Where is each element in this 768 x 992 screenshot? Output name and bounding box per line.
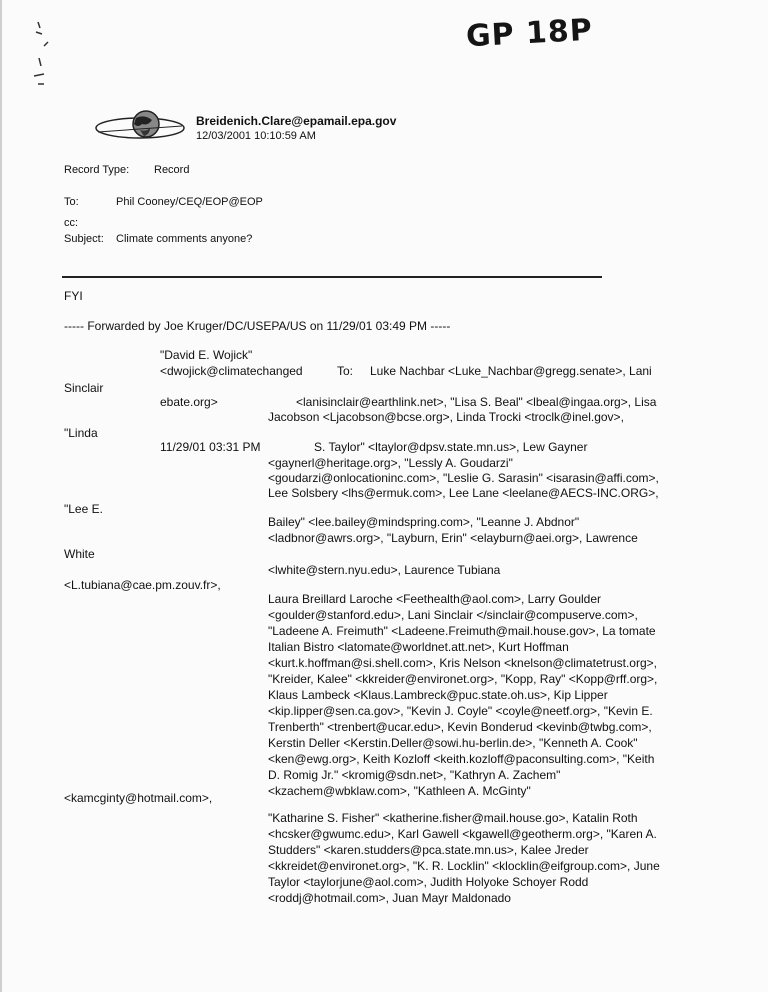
- scan-marks: [28, 18, 58, 88]
- recipient-line: <kurt.k.hoffman@si.shell.com>, Kris Nelson <knelson@climatetrust.org>,: [268, 656, 657, 670]
- line-solsbery: Lee Solsbery <lhs@ermuk.com>, Lee Lane <leelane@AECS-INC.ORG>,: [268, 486, 659, 500]
- recipient-line: "Kreider, Kalee" <kkreider@environet.org>, "Kopp, Ray" <Kopp@rff.org>,: [268, 672, 658, 686]
- fwd-to-first: Luke Nachbar <Luke_Nachbar@gregg.senate>, Lani: [370, 364, 652, 378]
- fwd-from-addr2: ebate.org>: [160, 395, 218, 409]
- handwritten-stamp: GP 18P: [465, 12, 594, 55]
- record-type-label: Record Type:: [64, 164, 130, 176]
- recipient-line: Klaus Lambeck <Klaus.Lambreck@puc.state.oh.us>, Kip Lipper: [268, 688, 608, 702]
- fwd-from-addr1: <dwojick@climatechanged: [160, 364, 303, 378]
- recipient-line: <kzachem@wbklaw.com>, "Kathleen A. McGinty": [268, 784, 531, 798]
- fwd-from-name: "David E. Wojick": [160, 348, 253, 362]
- line-abdnor: <ladbnor@awrs.org>, "Layburn, Erin" <elayburn@aei.org>, Lawrence: [268, 531, 638, 545]
- recipient-line: Kerstin Deller <Kerstin.Deller@sowi.hu-berlin.de>, "Kenneth A. Cook": [268, 736, 638, 750]
- record-type-value: Record: [154, 164, 190, 176]
- recipients-block-2: [268, 810, 660, 906]
- line-goudarzi: <goudarzi@onlocationinc.com>, "Leslie G. Sarasin" <isarasin@affi.com>,: [268, 471, 659, 485]
- left-lee: "Lee E.: [64, 502, 103, 516]
- line-white: <lwhite@stern.nyu.edu>, Laurence Tubiana: [268, 563, 501, 577]
- left-tubiana: <L.tubiana@cae.pm.zouv.fr>,: [64, 578, 221, 592]
- fyi-text: FYI: [64, 289, 83, 303]
- scan-marks-svg: [28, 18, 58, 88]
- recipient-line: Trenberth" <trenbert@ucar.edu>, Kevin Bonderud <kevinb@twbg.com>,: [268, 720, 652, 734]
- scan-edge: [0, 0, 2, 992]
- header-divider: [62, 276, 602, 278]
- recipient-line: <goulder@stanford.edu>, Lani Sinclair </sinclair@compuserve.com>,: [268, 608, 638, 622]
- recipient-line: "Ladeene A. Freimuth" <Ladeene.Freimuth@mail.house.gov>, La tomate: [268, 624, 656, 638]
- forwarded-line: ----- Forwarded by Joe Kruger/DC/USEPA/US on 11/29/01 03:49 PM -----: [64, 319, 451, 333]
- recipient-line: <kkreidet@environet.org>, "K. R. Locklin" <klocklin@eifgroup.com>, June: [268, 859, 660, 873]
- to-label: To:: [64, 196, 79, 208]
- to-value: Phil Cooney/CEQ/EOP@EOP: [116, 196, 263, 208]
- recipient-line: <ken@ewg.org>, Keith Kozloff <keith.kozloff@paconsulting.com>, "Keith: [268, 752, 655, 766]
- subject-label: Subject:: [64, 233, 104, 245]
- recipient-line: Italian Bistro <latomate@worldnet.att.net>, Kurt Hoffman: [268, 640, 569, 654]
- cc-label: cc:: [64, 217, 79, 229]
- left-mcginty: <kamcginty@hotmail.com>,: [64, 791, 213, 805]
- line-gaynerl: <gaynerl@heritage.org>, "Lessly A. Goudarzi": [268, 456, 513, 470]
- line-taylor: S. Taylor" <ltaylor@dpsv.state.mn.us>, Lew Gayner: [314, 440, 588, 454]
- recipient-line: Studders" <karen.studders@pca.state.mn.us>, Kalee Jreder: [268, 843, 589, 857]
- line-lanisinclair: <lanisinclair@earthlink.net>, "Lisa S. Beal" <lbeal@ingaa.org>, Lisa: [296, 395, 657, 409]
- recipient-line: Laura Breillard Laroche <Feethealth@aol.com>, Larry Goulder: [268, 592, 602, 606]
- fwd-to-label: To:: [337, 364, 354, 378]
- line-jacobson: Jacobson <Ljacobson@bcse.org>, Linda Trocki <troclk@inel.gov>,: [268, 410, 624, 424]
- recipient-line: <roddj@hotmail.com>, Juan Mayr Maldonado: [268, 891, 511, 905]
- left-white: White: [64, 547, 95, 561]
- subject-value: Climate comments anyone?: [116, 233, 253, 245]
- recipient-line: <kip.lipper@sen.ca.gov>, "Kevin J. Coyle" <coyle@neetf.org>, "Kevin E.: [268, 704, 653, 718]
- left-sinclair: Sinclair: [64, 381, 104, 395]
- left-linda: "Linda: [64, 426, 98, 440]
- line-bailey: Bailey" <lee.bailey@mindspring.com>, "Leanne J. Abdnor": [268, 515, 580, 529]
- fwd-sent-time: 11/29/01 03:31 PM: [160, 440, 261, 454]
- recipient-line: D. Romig Jr." <kromig@sdn.net>, "Kathryn A. Zachem": [268, 768, 561, 782]
- recipients-block-1: [268, 591, 657, 799]
- sent-datetime: 12/03/2001 10:10:59 AM: [196, 130, 316, 142]
- epa-logo: [90, 108, 190, 144]
- recipient-line: "Katharine S. Fisher" <katherine.fisher@mail.house.go>, Katalin Roth: [268, 811, 638, 825]
- recipient-line: <hcsker@gwumc.edu>, Karl Gawell <kgawell@geotherm.org>, "Karen A.: [268, 827, 657, 841]
- sender-address: Breidenich.Clare@epamail.epa.gov: [196, 114, 397, 128]
- globe-logo-icon: [90, 108, 190, 144]
- recipient-line: Taylor <taylorjune@aol.com>, Judith Holyoke Schoyer Rodd: [268, 875, 589, 889]
